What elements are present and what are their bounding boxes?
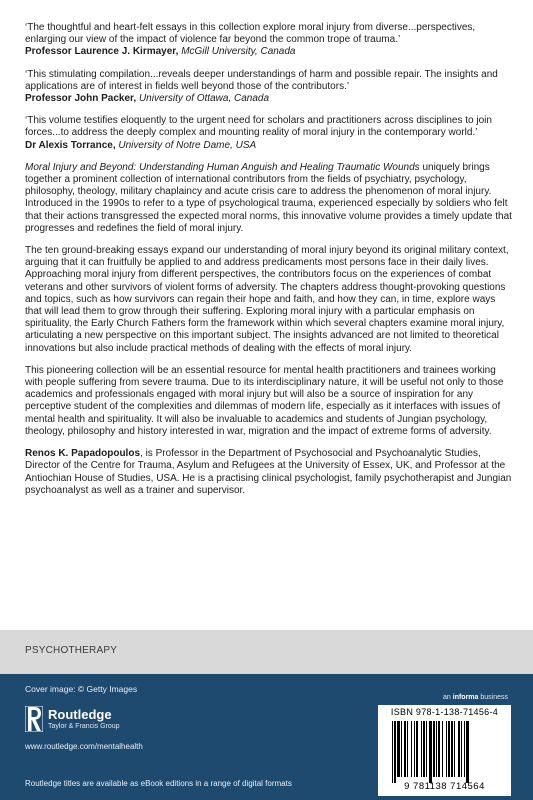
quote-text: ‘This stimulating compilation...reveals deeper understandings of harm and possible repair. The insights and applications are of interest in fields well beyond those of the contributors.’ — [25, 68, 498, 92]
barcode-digits: 9 781138 714564 — [404, 781, 485, 792]
publisher-website: www.routledge.com/mentalhealth — [25, 742, 143, 751]
description-paragraph: This pioneering collection will be an essential resource for mental health practitioners and trainees working with people suffering from severe trauma. Due to its interdisciplinary nature, it will be useful not only to those academics and professionals engaged with moral injury but will also be a source of inspiration for any perceptive student of the complexities and dilemmas of modern life, especially as it interfaces with issues of mental health and spirituality. It will also be invaluable to academics and students of Jungian psychology, theology, philosophy and history interested in war, migration and the impact of extreme forms of adversity. — [25, 364, 504, 437]
author-bio — [25, 448, 512, 497]
barcode-bar — [392, 721, 393, 783]
quote-attribution: Professor John Packer, University of Ottawa, Canada — [25, 93, 270, 105]
publisher-group: Taylor & Francis Group — [48, 723, 120, 730]
barcode-bar — [404, 721, 406, 777]
barcode-bar — [448, 721, 450, 777]
endorsement-quote — [25, 115, 512, 152]
quote-institution: University of Notre Dame, USA — [118, 139, 257, 151]
barcode-bar — [454, 721, 455, 777]
endorsement-quote — [25, 69, 512, 106]
barcode-bar — [394, 721, 396, 783]
barcode-bar — [433, 721, 435, 777]
endorsement-quote — [25, 22, 512, 59]
subject-category: PSYCHOTHERAPY — [25, 645, 118, 656]
barcode-bar — [421, 721, 422, 777]
informa-suffix: business — [478, 694, 508, 701]
ebook-availability-note: Routledge titles are available as eBook editions in a range of digital formats — [25, 779, 292, 788]
barcode-bar — [416, 721, 418, 777]
barcode-bar — [438, 721, 440, 777]
barcode-icon — [390, 721, 502, 783]
quote-author: Professor Laurence J. Kirmayer — [25, 46, 176, 58]
description-text: uniquely brings together a prominent collection of international contributors from the fields of psychiatry, psychology, philosophy, theology, military chaplaincy and acute crisis care to address the phenomenon of moral injury. Introduced in the 1990s to refer to a type of psychological trauma, experienced especially by soldiers who felt that their actions transgressed the expected moral norms, this innovative volume provides a timely update that progresses and redefines the field of moral injury. — [25, 161, 512, 234]
quote-institution: McGill University, Canada — [181, 46, 296, 58]
quote-attribution: Dr Alexis Torrance, University of Notre Dame, USA — [25, 139, 257, 151]
isbn-label: ISBN 978-1-138-71456-4 — [390, 707, 499, 717]
publisher-name: Routledge — [48, 707, 112, 722]
routledge-r-icon — [25, 706, 43, 732]
category-band — [0, 630, 533, 674]
description-paragraph — [25, 162, 512, 235]
isbn-barcode — [378, 705, 511, 796]
barcode-bar — [442, 721, 443, 777]
informa-business-tag — [443, 694, 508, 701]
author-name: Renos K. Papadopoulos — [25, 448, 141, 460]
quote-author: Professor John Packer — [25, 93, 134, 105]
quote-text: ‘This volume testifies eloquently to the urgent need for scholars and practitioners across disciplines to join forces...to address the deeply complex and mounting reality of moral injury in the contemporary world.’ — [25, 115, 492, 139]
barcode-bar — [423, 721, 425, 777]
quote-author: Dr Alexis Torrance — [25, 139, 113, 151]
publisher-footer — [0, 674, 533, 800]
barcode-bar — [446, 721, 447, 777]
back-cover-text — [25, 22, 512, 507]
informa-prefix: an — [443, 694, 453, 701]
quote-text: ‘The thoughtful and heart-felt essays in this collection explore moral injury from diverse...perspectives, enlarging our view of the impact of violence far beyond the common trope of trauma.’ — [25, 22, 476, 46]
barcode-bar — [436, 721, 437, 777]
book-title: Moral Injury and Beyond: Understanding Human Anguish and Healing Traumatic Wounds — [25, 161, 420, 173]
quote-attribution: Professor Laurence J. Kirmayer, McGill University, Canada — [25, 46, 296, 58]
barcode-bar — [397, 721, 400, 777]
barcode-bar — [411, 721, 412, 777]
barcode-bar — [451, 721, 453, 777]
author-bio-text: , is Professor in the Department of Psychosocial and Psychoanalytic Studies, Director of the Centre for Trauma, Asylum and Refugees at the University of Essex, UK, and Professor at the Antiochian House of Studies, USA. He is a practising clinical psychologist, family psychotherapist and Jungian psychoanalyst as well as a trainer and supervisor. — [25, 448, 512, 496]
barcode-bar — [401, 721, 402, 777]
barcode-bar — [414, 721, 415, 777]
routledge-logo — [25, 706, 140, 732]
cover-image-credit: Cover image: © Getty Images — [25, 684, 138, 694]
barcode-bar — [429, 721, 432, 783]
barcode-bar — [466, 721, 469, 783]
barcode-bar — [407, 721, 408, 777]
barcode-bar — [461, 721, 462, 777]
barcode-bar — [464, 721, 465, 777]
barcode-bar — [458, 721, 460, 777]
informa-brand: informa — [452, 694, 479, 701]
description-paragraph: The ten ground-breaking essays expand our understanding of moral injury beyond its original military context, arguing that it can fruitfully be applied to and address predicaments most persons face in their daily lives. Approaching moral injury from different perspectives, the contributors focus on the experiences of combat veterans and other survivors of violent forms of adversity. The chapters address thought-provoking questions and topics, such as how survivors can regain their hope and faith, and how they can, in time, explore ways that will lead them to grow through their suffering. Exploring moral injury with a particular emphasis on spirituality, the Early Church Fathers form the framework within which several chapters examine moral injury, articulating a new perspective on this important subject. The insights advanced are not limited to theoretical innovations but also include practical methods of dealing with the effects of moral injury. — [25, 245, 509, 354]
quote-institution: University of Ottawa, Canada — [138, 93, 270, 105]
barcode-bar — [426, 721, 427, 777]
